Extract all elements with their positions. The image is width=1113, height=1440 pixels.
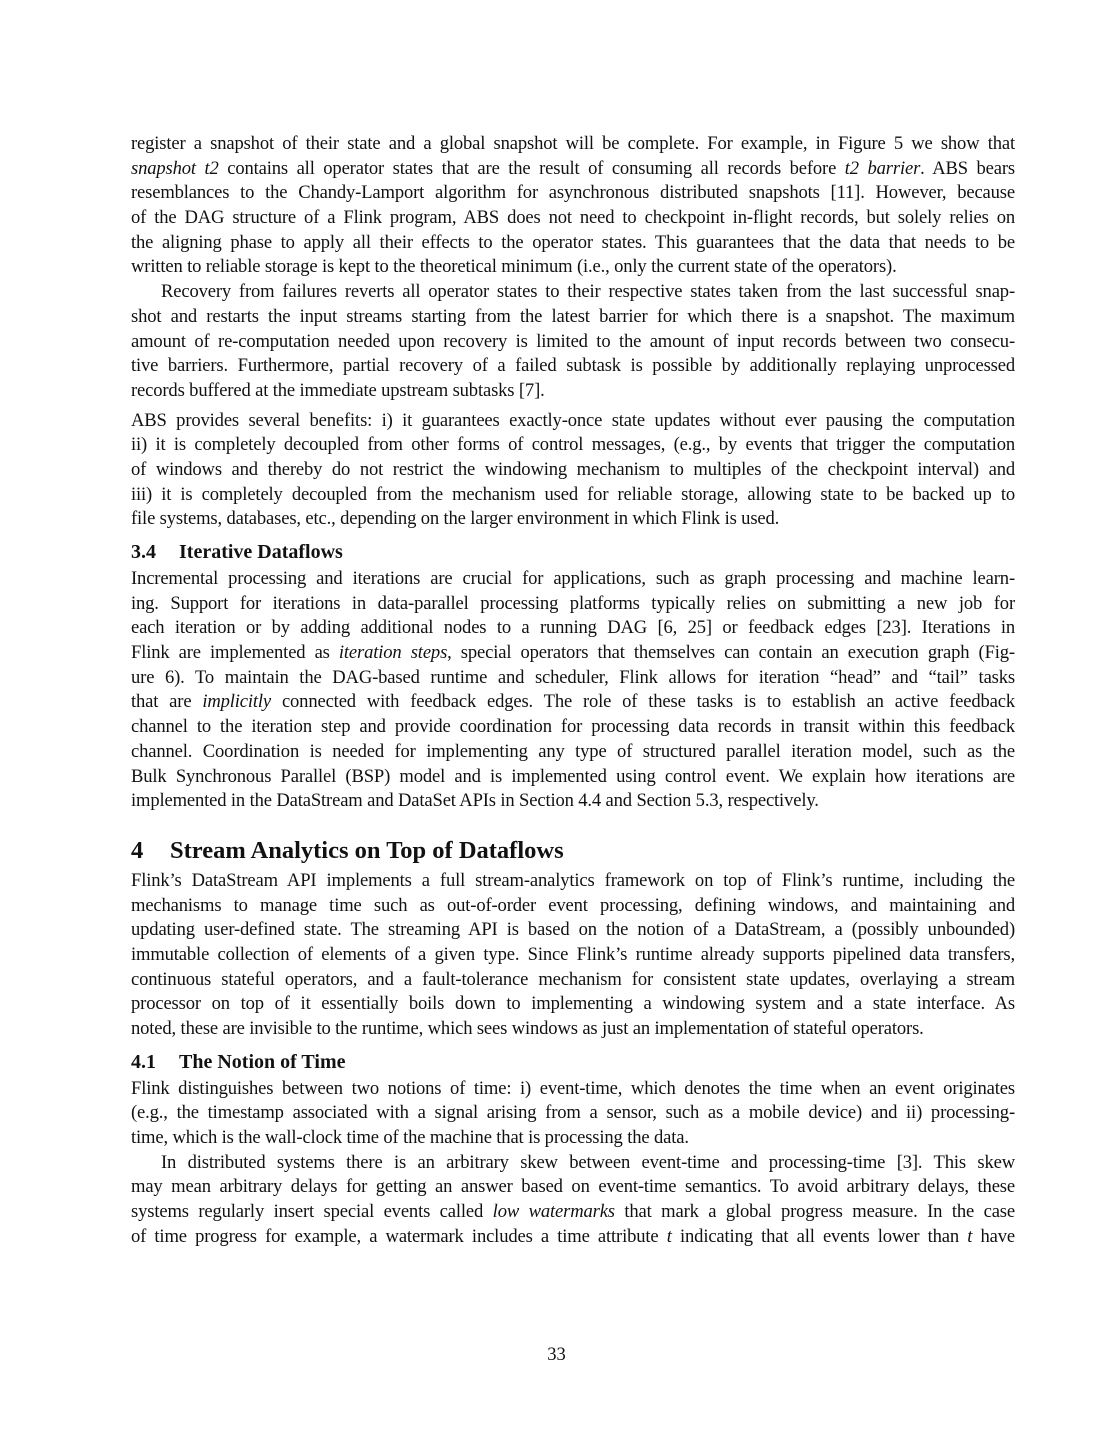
text-line: each iteration or by adding additional nodes to a running DAG [6, 25] or feedback edges [23]. Iterations in [131,617,1015,639]
text-line: ure 6). To maintain the DAG-based runtime and scheduler, Flink allows for iteration “head” and “tail” tasks [131,666,1015,688]
section-title: The Notion of Time [179,1050,346,1073]
text-line: mechanisms to manage time such as out-of-order event processing, defining windows, and maintaining and [131,894,1015,916]
text-line: of time progress for example, a watermark includes a time attribute t indicating that all events lower than t have [131,1225,1015,1247]
text-line: processor on top of it essentially boils down to implementing a windowing system and a state interface. As [131,993,1015,1015]
text-line: of windows and thereby do not restrict the windowing mechanism to multiples of the checkpoint interval) and [131,458,1015,480]
paragraph-recovery [131,280,1015,403]
paragraph-abs-benefits [131,409,1015,532]
section-title: Stream Analytics on Top of Dataflows [170,836,564,864]
text-line: snapshot t2 contains all operator states that are the result of consuming all records before t2 barrier. ABS bears [131,157,1015,179]
text-line: implemented in the DataStream and DataSet APIs in Section 4.4 and Section 5.3, respectively. [131,790,819,812]
text-line: Recovery from failures reverts all operator states to their respective states taken from the last successful snap- [161,281,1015,303]
paragraph-notions-of-time [131,1077,1015,1151]
text-line: tive barriers. Furthermore, partial recovery of a failed subtask is possible by additionally replaying unprocessed [131,355,1015,377]
text-line: systems regularly insert special events called low watermarks that mark a global progress measure. In the case [131,1201,1015,1223]
text-line: the aligning phase to apply all their effects to the operator states. This guarantees that the data that needs to be [131,231,1015,253]
paper-page [131,132,1015,1250]
text-line: shot and restarts the input streams starting from the latest barrier for which there is a snapshot. The maximum [131,305,1015,327]
text-line: may mean arbitrary delays for getting an answer based on event-time semantics. To avoid arbitrary delays, these [131,1176,1015,1198]
paragraph-datastream-api [131,869,1015,1042]
section-heading-4-1 [131,1049,1015,1075]
text-line: file systems, databases, etc., depending on the larger environment in which Flink is used. [131,508,780,530]
text-line: channel. Coordination is needed for implementing any type of structured parallel iteration model, such as the [131,740,1015,762]
text-line: amount of re-computation needed upon recovery is limited to the amount of input records between two consecu- [131,330,1015,352]
paragraph-abs-snapshot [131,132,1015,280]
text-line: Flink distinguishes between two notions of time: i) event-time, which denotes the time when an event originates [131,1077,1015,1099]
text-line: ABS provides several benefits: i) it guarantees exactly-once state updates without ever pausing the computation [131,409,1015,431]
text-line: In distributed systems there is an arbitrary skew between event-time and processing-time [3]. This skew [161,1151,1015,1173]
text-line: channel to the iteration step and provide coordination for processing data records in transit within this feedback [131,716,1015,738]
text-line: written to reliable storage is kept to the theoretical minimum (i.e., only the current state of the operators). [131,256,897,278]
text-line: Flink’s DataStream API implements a full stream-analytics framework on top of Flink’s runtime, including the [131,869,1015,891]
italic-variable: t [967,1225,973,1247]
page-number: 33 [547,1344,566,1365]
text-line: that are implicitly connected with feedback edges. The role of these tasks is to establish an active feedback [131,691,1015,713]
section-number: 4 [131,836,144,864]
text-line: Bulk Synchronous Parallel (BSP) model and is implemented using control event. We explain how iterations are [131,765,1015,787]
text-line: ii) it is completely decoupled from other forms of control messages, (e.g., by events that trigger the computation [131,434,1015,456]
paragraph-iterations [131,567,1015,814]
text-line: of the DAG structure of a Flink program, ABS does not need to checkpoint in-flight records, but solely relies on [131,207,1015,229]
italic-term: low watermarks [492,1201,615,1223]
section-heading-4 [131,836,1015,866]
text-line: register a snapshot of their state and a global snapshot will be complete. For example, in Figure 5 we show that [131,133,1015,154]
text-line: updating user-defined state. The streaming API is based on the notion of a DataStream, a (possibly unbounded) [131,919,1015,941]
section-heading-3-4 [131,539,1015,565]
section-number: 3.4 [131,541,156,563]
italic-term: t2 barrier [844,157,921,179]
text-line: time, which is the wall-clock time of the machine that is processing the data. [131,1127,689,1149]
text-line: ing. Support for iterations in data-parallel processing platforms typically relies on submitting a new job for [131,592,1015,614]
text-line: resemblances to the Chandy-Lamport algorithm for asynchronous distributed snapshots [11]. However, because [131,182,1015,204]
text-line: Incremental processing and iterations are crucial for applications, such as graph processing and machine learn- [131,568,1015,589]
italic-term: snapshot t2 [131,157,219,179]
italic-variable: t [666,1225,672,1247]
section-title: Iterative Dataflows [179,541,343,563]
italic-term: iteration steps [338,642,448,664]
text-line: iii) it is completely decoupled from the mechanism used for reliable storage, allowing state to be backed up to [131,483,1015,505]
text-line: Flink are implemented as iteration steps, special operators that themselves can contain an execution graph (Fig- [131,642,1015,664]
text-line: (e.g., the timestamp associated with a signal arising from a sensor, such as a mobile device) and ii) processing- [131,1102,1015,1124]
italic-term: implicitly [202,691,272,713]
text-line: continuous stateful operators, and a fault-tolerance mechanism for consistent state updates, overlaying a stream [131,968,1015,990]
text-line: immutable collection of elements of a given type. Since Flink’s runtime already supports pipelined data transfers, [131,943,1015,965]
paragraph-watermarks [131,1151,1015,1250]
text-line: noted, these are invisible to the runtime, which sees windows as just an implementation of stateful operators. [131,1018,924,1039]
text-line: records buffered at the immediate upstream subtasks [7]. [131,379,545,401]
section-number: 4.1 [131,1050,156,1073]
